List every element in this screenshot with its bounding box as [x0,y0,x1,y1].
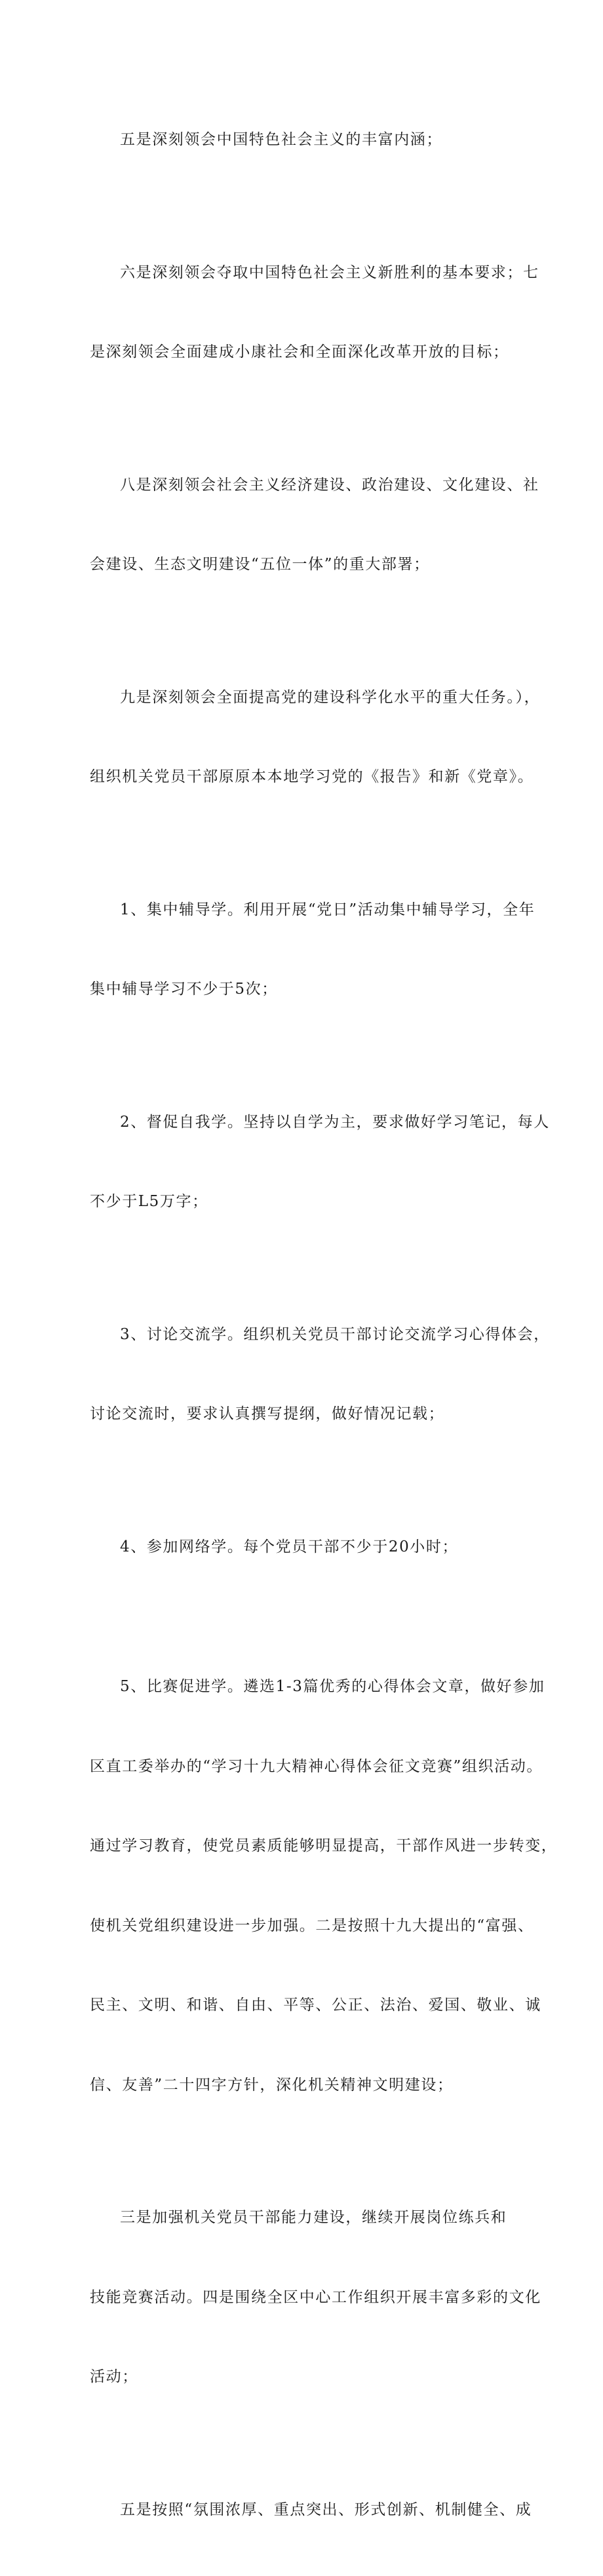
text-line: 是深刻领会全面建成小康社会和全面深化改革开放的目标； [90,339,522,366]
text-line: 活动； [90,2364,522,2391]
text-line: 技能竞赛活动。四是围绕全区中心工作组织开展丰富多彩的文化 [90,2284,522,2311]
paragraph [90,2151,522,2444]
text-line: 使机关党组织建设进一步加强。二是按照十九大提出的“富强、 [90,1913,522,1940]
document-body [90,73,522,2576]
text-line: 五是深刻领会中国特色社会主义的丰富内涵； [90,127,522,153]
text-line: 3、讨论交流学。组织机关党员干部讨论交流学习心得体会， [90,1321,522,1348]
text-line: 4、参加网络学。每个党员干部不少于20小时； [90,1534,522,1561]
paragraph [90,1268,522,1481]
paragraph [90,1620,522,2151]
text-line: 会建设、生态文明建设“五位一体”的重大部署； [90,551,522,578]
paragraph [90,73,522,206]
text-line: 九是深刻领会全面提高党的建设科学化水平的重大任务。）， [90,684,522,711]
text-line: 民主、文明、和谐、自由、平等、公正、法治、爱国、敬业、诚 [90,1992,522,2019]
paragraph [90,206,522,419]
paragraph [90,2444,522,2576]
text-line: 组织机关党员干部原原本本地学习党的《报告》和新《党章》。 [90,764,522,790]
document-page [0,0,603,853]
text-line: 六是深刻领会夺取中国特色社会主义新胜利的基本要求；七 [90,260,522,286]
text-line: 区直工委举办的“学习十九大精神心得体会征文竞赛”组织活动。 [90,1753,522,1780]
text-line: 5、比赛促进学。遴选1-3篇优秀的心得体会文章，做好参加 [90,1673,522,1700]
text-line: 信、友善”二十四字方针，深化机关精神文明建设； [90,2072,522,2099]
paragraph [90,631,522,844]
text-line: 三是加强机关党员干部能力建设，继续开展岗位练兵和 [90,2204,522,2231]
text-line: 通过学习教育，使党员素质能够明显提高，干部作风进一步转变， [90,1833,522,1860]
paragraph [90,419,522,631]
text-line: 2、督促自我学。坚持以自学为主，要求做好学习笔记，每人 [90,1109,522,1136]
text-line: 集中辅导学习不少于5次； [90,976,522,1003]
text-line: 五是按照“氛围浓厚、重点突出、形式创新、机制健全、成 [90,2497,522,2524]
text-line: 不少于L5万字； [90,1188,522,1215]
paragraph [90,1056,522,1268]
text-line: 八是深刻领会社会主义经济建设、政治建设、文化建设、社 [90,472,522,499]
paragraph [90,844,522,1056]
paragraph [90,1481,522,1614]
text-line: 1、集中辅导学。利用开展“党日”活动集中辅导学习，全年 [90,897,522,924]
text-line: 讨论交流时，要求认真撰写提纲，做好情况记载； [90,1401,522,1428]
